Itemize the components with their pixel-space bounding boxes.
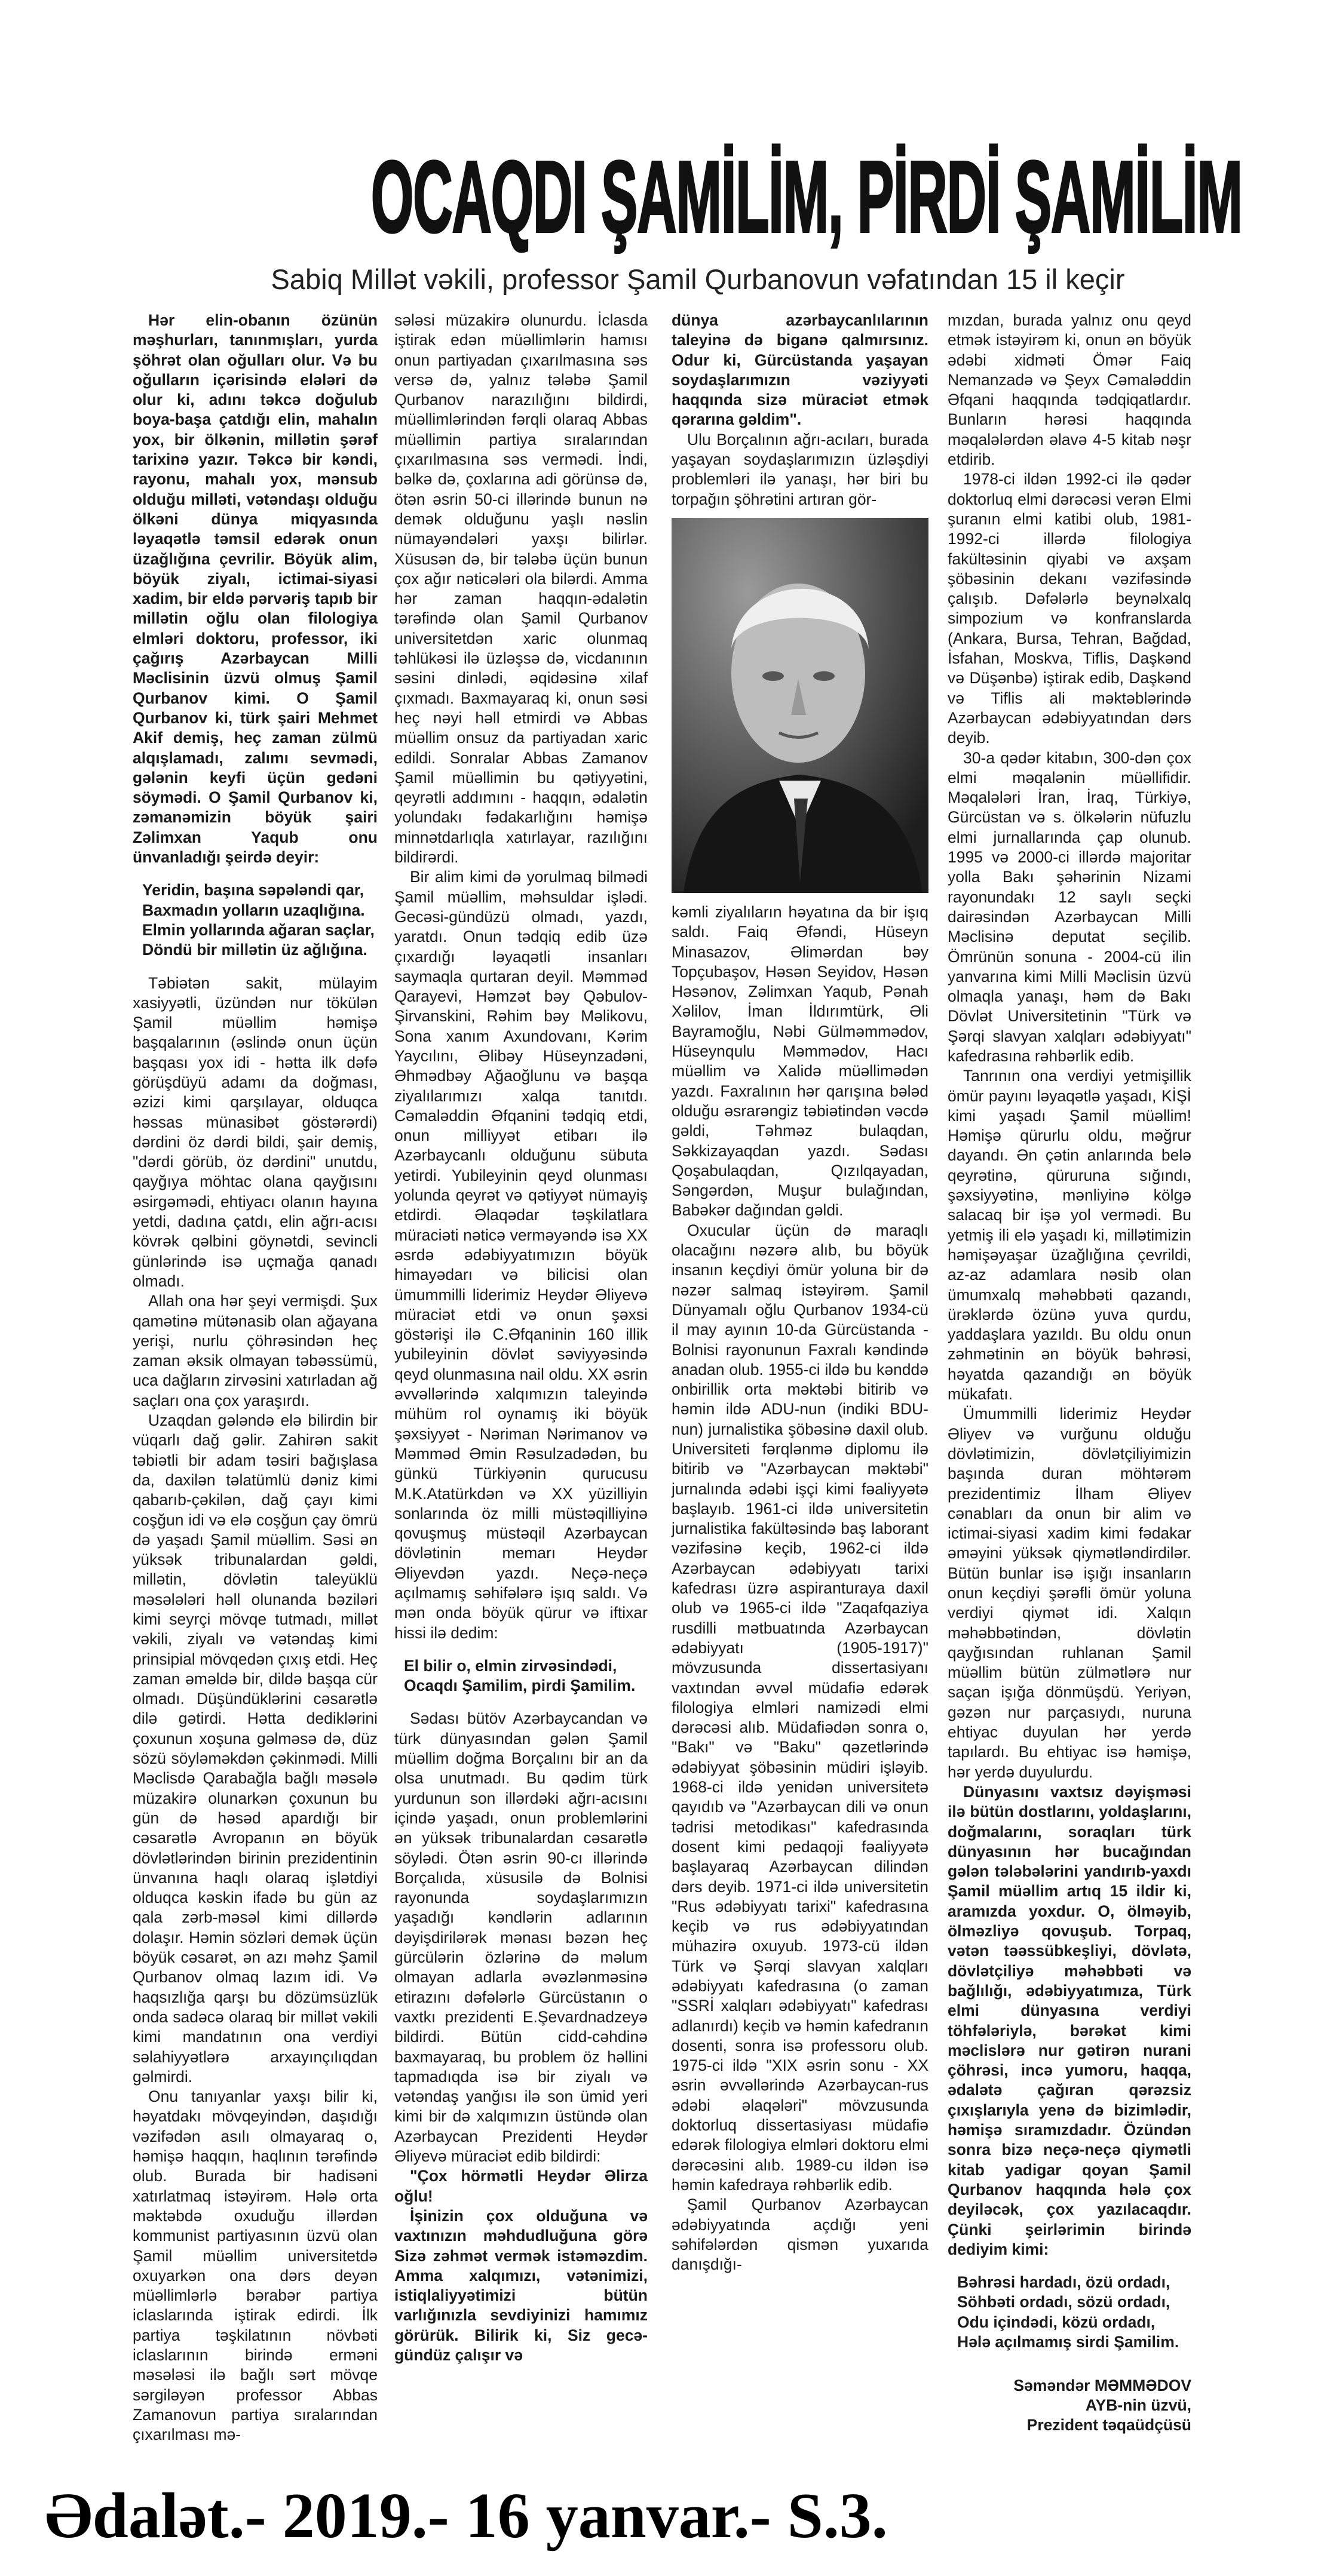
poem-line: Hələ açılmamış sirdi Şamilim. <box>957 2332 1179 2351</box>
article-paragraph: Oxucular üçün də maraqlı olacağını nəzərə alıb, bu böyük insanın keçdiyi ömür yoluna bir də nəzər salmaq istəyirəm. Şamil Dünyamalı oğlu Qurbanov 1934-cü il may ayının 10-da Gürcüstanda - Bolnisi rayonunun Faxralı kəndində anadan olub. 1955-ci ildə bu kənddə onbirillik orta məktəbi bitirib və həmin ildə ADU-nun (indiki BDU-nun) jurnalistika şöbəsinə daxil olub. Universiteti fərqlənmə diplomu ilə bitirib və "Azərbaycan məktəbi" jurnalında ədəbi işçi kimi fəaliyyətə başlayıb. 1961-ci ildə universitetin jurnalistika fakültəsində baş laborant vəzifəsinə keçib, 1962-ci ildə Azərbaycan ədəbiyyatı tarixi kafedrası üzrə aspiranturaya daxil olub və 1965-ci ildə "Zaqafqaziya rusdilli mətbuatında Azərbaycan ədəbiyyatı (1905-1917)" mövzusunda dissertasiyanı vaxtından əvvəl müdafiə edərək filologiya elmləri namizədi elmi dərəcəsi alıb. Müdafiədən sonra o, "Bakı" və "Baku" qəzetlərində ədəbiyyat şöbəsinin müdiri işləyib. 1968-ci ildə yenidən universitetə qayıdıb və "Azərbaycan dili və onun tədrisi metodikası" kafedrasında dosent kimi pedaqoji fəaliyyətə başlayaraq Azərbaycan dilindən dərs deyib. 1971-ci ildə universitetin "Rus ədəbiyyatı tarixi" kafedrasına keçib və rus ədəbiyyatından mühazirə oxuyub. 1973-cü ildən Türk və Şərqi slavyan xalqları ədəbiyyatı kafedrasına (o zaman "SSRİ xalqları ədəbiyyatı" kafedrası adlanırdı) keçib və həmin kafedranın dosenti, sonra isə professoru olub. 1975-ci ildə "XIX əsrin sonu - XX əsrin əvvəllərində Azərbaycan-rus ədəbi əlaqələri" mövzusunda doktorluq dissertasiyası müdafiə edərək filologiya elmləri doktoru elmi dərəcəsini alıb. 1989-cu ildən isə həmin kafedraya rəhbərlik edib. <box>672 1221 928 2194</box>
article-paragraph: 1978-ci ildən 1992-ci ilə qədər doktorluq elmi dərəcəsi verən Elmi şuranın elmi katibi olub, 1981-1992-ci illərdə filologiya fakültəsinin qiyabi və axşam şöbəsinin dekanı vəzifəsində çalışıb. Dəfələrlə beynəlxalq simpozium və konfranslarda (Ankara, Bursa, Tehran, Bağdad, İsfahan, Moskva, Tiflis, Daşkənd və Düşənbə) iştirak edib, Daşkənd və Tiflis ali məktəblərində Azərbaycan ədəbiyyatından dərs deyib. <box>948 470 1191 747</box>
article-paragraph: Ümummilli liderimiz Heydər Əliyev və vurğunu olduğu dövlətimizin, dövlətçiliyimizin başında duran möhtərəm prezidentimiz İlham Əliyev cənabları da onun bir alim və ictimai-siyasi xadim kimi fədakar əməyini yüksək qiymətləndirdilər. Bütün bunlar isə işığı insanların onun keçdiyi şərəfli ömür yoluna verdiyi qiymət idi. Xalqın məhəbbətindən, dövlətin qayğısından ruhlanan Şamil müəllim bütün zülmətlərə nur saçan işığa dönmüşdü. Yeriyən, gəzən nur parçasıydı, nuruna ehtiyac duyulan hər yerdə tapılardı. Bu ehtiyac isə həmişə, hər yerdə duyulurdu. <box>948 1405 1191 1781</box>
article-paragraph: Təbiətən sakit, mülayim xasiyyətli, üzündən nur tökülən Şamil müəllim həmişə başqalarının (əslində onun üçün başqası yox idi - hətta ilk dəfə görüşdüyü adamı da doğması, əzizi kimi qarşılayar, olduqca həssas münasibət göstərərdi) dərdini öz dərdi bildi, şair demiş, "dərdi görüb, öz dərdini" unutdu, qayğıya möhtac olana qayğısını əsirgəmədi, ehtiyacı olanın hayına yetdi, dadına çatdı, elin ağrı-acısı kövrək qəlbini göynətdi, sevincli günlərində isə uçmağa qanadı olmadı. <box>133 974 378 1290</box>
article-paragraph: dünya azərbaycanlılarının taleyinə də biganə qalmırsınız. Odur ki, Gürcüstanda yaşayan soydaşlarımızın vəziyyəti haqqında sizə müraciət etmək qərarına gəldim". <box>672 311 928 429</box>
article-paragraph: Allah ona hər şeyi vermişdi. Şux qamətinə mütənasib olan ağayana yerişi, nurlu çöhrəsindən heç zaman əksik olmayan təbəssümü, uca dağların zirvəsini xatırladan ağ saçları ona çox yaraşırdı. <box>133 1292 378 1410</box>
article-paragraph: Ulu Borçalının ağrı-acıları, burada yaşayan soydaşlarımızın üzləşdiyi problemləri ilə yanaşı, hər biri bu torpağın şöhrətini artıran gör- <box>672 430 928 508</box>
signature-line: AYB-nin üzvü, <box>1085 2396 1191 2415</box>
signature-line: Prezident təqaüdçüsü <box>1026 2416 1191 2434</box>
poem-line: El bilir o, elmin zirvəsindədi, <box>404 1656 617 1675</box>
poem-line: Yeridin, başına səpələndi qar, <box>142 881 364 899</box>
poem-stanza <box>404 1656 648 1696</box>
poem-line: Elmin yollarında ağaran saçlar, <box>142 920 375 939</box>
poem-stanza <box>957 2273 1191 2352</box>
poem-stanza <box>142 880 378 960</box>
article-paragraph: 30-a qədər kitabın, 300-dən çox elmi məqalənin müəllifidir. Məqalələri İran, İraq, Türkiyə, Gürcüstan və s. ölkələrin nüfuzlu elmi jurnallarında çap olunub. 1995 və 2000-ci illərdə majoritar yolla Bakı şəhərinin Nizami rayonundakı 12 saylı seçki dairəsindən Azərbaycan Milli Məclisinə deputat seçilib. Ömrünün sonuna - 2004-cü ilin yanvarına kimi Milli Məclisin üzvü olmaqla yanaşı, həm də Bakı Dövlət Universitetinin "Türk və Şərqi slavyan xalqları ədəbiyyatı" kafedrasına rəhbərlik edib. <box>948 748 1191 1065</box>
headline <box>0 140 1324 254</box>
article-paragraph: mızdan, burada yalnız onu qeyd etmək istəyirəm ki, onun ən böyük ədəbi xidməti Ömər Faiq Nemanzadə və Şeyx Cəmaləddin Əfqani haqqında tədqiqatlardır. Bunların hərəsi haqqında məqalələrdən əlavə 4-5 kitab nəşr etdirib. <box>948 311 1191 469</box>
signature-line: Səməndər MƏMMƏDOV <box>1013 2377 1191 2395</box>
article-paragraph: İşinizin çox olduğuna və vaxtınızın məhdudluğuna görə Sizə zəhmət vermək istəməzdim. Amma xalqımızı, vətənimizi, istiqlaliyyətimizi bütün varlığınızla sevdiyinizi hamımız görürük. Bilirik ki, Siz gecə-gündüz çalışır və <box>394 2206 648 2364</box>
poem-line: Odu içindədi, közü ordadı, <box>957 2313 1156 2331</box>
poem-line: Döndü bir millətin üz ağlığına. <box>142 941 367 959</box>
article-paragraph: Sədası bütöv Azərbaycandan və türk dünyasından gələn Şamil müəllim doğma Borçalını bir an da olsa unutmadı. Bu qədim türk yurdunun son illərdəki ağrı-acısını içində yaşadı, onun problemlərini ən yüksək tribunalardan cəsarətlə söylədi. Ötən əsrin 90-cı illərində Borçalıda, xüsusilə də Bolnisi rayonunda soydaşlarımızın yaşadığı kəndlərin adlarının dəyişdirilərək mənası bəzən heç gürcülərin özlərinə də məlum olmayan adlarla əvəzlənməsinə etirazını dəfələrlə Gürcüstanın o vaxtkı prezidenti E.Şevardnadzeyə bildirdi. Bütün cidd-cəhdinə baxmayaraq, bu problem öz həllini tapmadıqda isə bir ziyalı və vətəndaş yanğısı ilə son ümid yeri kimi bir də xalqımızın üstündə olan Azərbaycan Prezidenti Heydər Əliyevə müraciət edib bildirdi: <box>394 1709 648 2166</box>
poem-line: Bəhrəsi hardadı, özü ordadı, <box>957 2273 1170 2292</box>
subtitle: Sabiq Millət vəkili, professor Şamil Qurbanovun vəfatından 15 il keçir <box>271 263 1125 295</box>
poem-line: Ocaqdı Şamilim, pirdi Şamilim. <box>404 1677 636 1695</box>
article-paragraph: kəmli ziyalıların həyatına da bir işıq saldı. Faiq Əfəndi, Hüseyn Minasazov, Əlimərdan bəy Topçubaşov, Həsən Seyidov, Həsən Həsənov, Zəlimxan Yaqub, Pənah Xəlilov, İman İldırımtürk, Əli Bayramoğlu, Nəbi Gülməmmədov, Hüseynqulu Məmmədov, Hacı müəllim və Xalidə müəllimədən yazdı. Faxralının hər qarışına bələd olduğu əsrarəngiz təbiətindən vəcdə gəldi, Təhməz bulaqdan, Səkkizayaqdan yazdı. Sədası Qoşabulaqdan, Qızılqayadan, Səngərdən, Muşur bulağından, Babəkər dağından gəldi. <box>672 902 928 1220</box>
article-paragraph: Şamil Qurbanov Azərbaycan ədəbiyyatında açdığı yeni səhifələrdən qismən yuxarıda danışdığı- <box>672 2196 928 2274</box>
article-paragraph: Dünyasını vaxtsız dəyişməsi ilə bütün dostlarını, yoldaşlarını, doğmalarını, soraqları türk dünyasının hər bucağından gələn tələbələrini yandırıb-yaxdı Şamil müəllim artıq 15 ildir ki, aramızda yoxdur. O, ölməyib, ölməzliyə qovuşub. Torpaq, vətən təəssübkeşliyi, dövlətə, dövlətçiliyə məhəbbəti və bağlılığı, ədəbiyyatımıza, Türk elmi dünyasına verdiyi töhfələriylə, bərəkət kimi məclislərə nur gətirən nurani çöhrəsi, incə yumoru, haqqa, ədalətə çağıran qərəzsiz çıxışlarıyla yenə də bizimlədir, həmişə sıramızdadır. Özündən sonra bizə neçə-neçə qiymətli kitab yadigar qoyan Şamil Qurbanov haqqında hələ çox deyiləcək, çox yazılacaqdır. Çünki şeirlərimin birində dediyim kimi: <box>948 1782 1191 2258</box>
headline-text: OCAQDI ŞAMİLİM, PİRDİ ŞAMİLİM <box>370 140 1242 254</box>
article-paragraph: Uzaqdan gələndə elə bilirdin bir vüqarlı dağ gəlir. Zahirən sakit təbiətli bir adam təsiri bağışlasa da, daxilən təlatümlü dəniz kimi qabarıb-çəkilən, dağ çayı kimi coşğun idi və elə coşğun çay ömrü də yaşadı Şamil müəllim. Səsi ən yüksək tribunalardan gəldi, millətin, dövlətin taleyüklü məsələləri həll olunanda bəziləri kimi seyrçi mövqe tutmadı, millət vəkili, ziyalı və vətəndaş kimi prinsipial mövqedən çıxış etdi. Heç zaman əməldə bir, dildə başqa cür olmadı. Düşündüklərini cəsarətlə dilə gətirdi. Hətta dediklərini çoxunun xoşuna gəlməsə də, düz sözü söyləməkdən çəkinmədi. Milli Məclisdə Qarabağla bağlı məsələ müzakirə olunarkən çoxunun bu gün də həsəd apardığı bir cəsarətlə Avropanın ən böyük dövlətlərindən birinin prezidentinin ünvanına haqlı olaraq işlətdiyi olduqca kəskin ifadə bu gün az qala zərb-məsəl kimi dillərdə dolaşır. Həmin sözləri demək üçün böyük cəsarət, ən azı məhz Şamil Qurbanov olmaq lazım idi. Və haqsızlığa qarşı bu dözümsüzlük onda sadəcə olaraq bir millət vəkili kimi mandatının ona verdiyi səlahiyyətlərə arxayınçılıqdan gəlmirdi. <box>133 1411 378 2086</box>
poem-line: Söhbəti ordadı, sözü ordadı, <box>957 2293 1170 2311</box>
article-column-2 <box>394 311 648 2365</box>
article-paragraph: "Çox hörmətli Heydər Əlirza oğlu! <box>394 2167 648 2205</box>
article-paragraph: Onu tanıyanlar yaxşı bilir ki, həyatdakı mövqeyindən, daşıdığı vəzifədən asılı olmayaraq o, həmişə haqqın, haqlının tərəfində olub. Burada bir hadisəni xatırlatmaq istəyirəm. Hələ orta məktəbdə oxuduğu illərdən kommunist partiyasının üzvü olan Şamil müəllim universitetdə oxuyarkən ona dərs deyən müəllimlərlə bərabər partiya iclaslarında iştirak edirdi. İlk partiya təşkilatının növbəti iclaslarının birində erməni məsələsi ilə bağlı sərt mövqe sərgiləyən professor Abbas Zamanovun partiya sıralarından çıxarılması mə- <box>133 2087 378 2444</box>
source-citation: Ədalət.- 2019.- 16 yanvar.- S.3. <box>45 2480 888 2552</box>
article-paragraph: Bir alim kimi də yorulmaq bilmədi Şamil müəllim, məhsuldar işlədi. Gecəsi-gündüzü olmadı, yazdı, yaratdı. Onun tədqiq edib üzə çıxardığı ləyaqətli insanları saymaqla qurtaran deyil. Məmməd Qarayevi, Həmzət bəy Qəbulov-Şirvanskini, Rəhim bəy Məlikovu, Sona xanım Axundovanı, Kərim Yaycılını, Əlibəy Hüseynzadəni, Əhmədbəy Ağaoğlunu və başqa ziyalılarımızı xalqa tanıtdı. Cəmaləddin Əfqanini tədqiq etdi, onun milliyyət etibarı ilə Azərbaycanlı olduğunu sübuta yetirdi. Yubileyinin qeyd olunması yolunda qeyrət və qətiyyət nümayiş etdirdi. Əlaqədar təşkilatlara müraciəti nəticə verməyəndə isə XX əsrdə ədəbiyyatımızın böyük himayədarı və bilicisi olan ümummilli liderimiz Heydər Əliyevə müraciət etdi və onun şəxsi göstərişi ilə C.Əfqaninin 160 illik yubileyinin dövlət səviyyəsində qeyd olunmasına nail oldu. XX əsrin əvvəllərində xalqımızın taleyində mühüm rol oynamış iki böyük şəxsiyyət - Nəriman Nərimanov və Məmməd Əmin Rəsulzadədən, bu günkü Türkiyənin qurucusu M.K.Atatürkdən və XX yüzilliyin sonlarında öz milli müstəqilliyinə qovuşmuş müstəqil Azərbaycan dövlətinin memarı Heydər Əliyevdən yazdı. Neçə-neçə açılmamış səhifələrə işıq saldı. Və mən onda böyük qürur və iftixar hissi ilə dedim: <box>394 868 648 1642</box>
portrait-image <box>672 518 928 893</box>
poem-line: Baxmadın yolların uzaqlığına. <box>142 901 365 919</box>
article-paragraph: Hər elin-obanın özünün məşhurları, tanınmışları, yurda şöhrət olan oğulları olur. Və bu oğulların içərisində elələri də olur ki, adını təkcə doğulub boya-başa çatdığı elin, mahalın yox, bir ölkənin, millətin şərəf tarixinə yazır. Təkcə bir kəndi, rayonu, mahalı yox, mənsub olduğu milləti, vətəndaşı olduğu ölkəni dünya miqyasında ləyaqətlə təmsil edərək onun üzağlığına çevrilir. Böyük alim, böyük ziyalı, ictimai-siyasi xadim, bir eldə pərvəriş tapıb bir millətin oğlu olan filologiya elmləri doktoru, professor, iki çağırış Azərbaycan Milli Məclisinin üzvü olmuş Şamil Qurbanov kimi. O Şamil Qurbanov ki, türk şairi Mehmet Akif demiş, heç zaman zülmü alqışlamadı, zalımı sevmədi, gələnin keyfi üçün gedəni söymədi. O Şamil Qurbanov ki, zəmanəmizin böyük şairi Zəlimxan Yaqub onu ünvanladığı şeirdə deyir: <box>133 311 378 867</box>
author-signature <box>948 2376 1191 2435</box>
article-paragraph: sələsi müzakirə olunurdu. İclasda iştirak edən müəllimlərin hamısı onun partiyadan çıxarılmasına səs versə də, yalnız tələbə Şamil Qurbanov narazılığını bildirdi, müəllimlərindən fərqli olaraq Abbas müəllimin partiya sıralarından çıxarılmasına səs vermədi. İndi, bəlkə də, çoxlarına adi görünsə də, ötən əsrin 50-ci illərində bunun nə demək olduğunu yaşlı nəslin nümayəndələri yaxşı bilirlər. Xüsusən də, bir tələbə üçün bunun çox ağır nəticələri ola bilərdi. Amma hər zaman haqqın-ədalətin tərəfində olan Şamil Qurbanov universitetdən xaric olunmaq təhlükəsi ilə üzləşsə də, vicdanının səsini dinlədi, əqidəsinə xilaf çıxmadı. Baxmayaraq ki, onun səsi heç nəyi həll etmirdi və Abbas müəllim onsuz da partiyadan xaric edildi. Sonralar Abbas Zamanov Şamil müəllimin bu qətiyyətini, qeyrətli addımını - haqqın, ədalətin yolundakı fədakarlığını həmişə minnətdarlıqla xatırlayar, razılığını bildirərdi. <box>394 311 648 867</box>
article-paragraph: Tanrının ona verdiyi yetmişillik ömür payını ləyaqətlə yaşadı, KİŞİ kimi yaşadı Şamil müəllim! Həmişə qürurlu oldu, məğrur dayandı. Ən çətin anlarında belə qeyrətinə, qüruruna sığındı, şəxsiyyətinə, mənliyinə kölgə salacaq bir işə yol vermədi. Bu yetmiş ili elə yaşadı ki, millətimizin həmişəyaşar üzağlığına çevrildi, az-az adamlara nəsib olan ümumxalq məhəbbəti qazandı, ürəklərdə özünə yuva qurdu, yaddaşlara yazıldı. Bu oldu onun zəhmətinin ən böyük bəhrəsi, həyatda qazandığı ən böyük mükafatı. <box>948 1067 1191 1404</box>
article-column-4 <box>948 311 1191 2435</box>
portrait-photo <box>672 518 928 893</box>
article-column-3 <box>672 311 928 2274</box>
article-column-1 <box>133 311 378 2445</box>
